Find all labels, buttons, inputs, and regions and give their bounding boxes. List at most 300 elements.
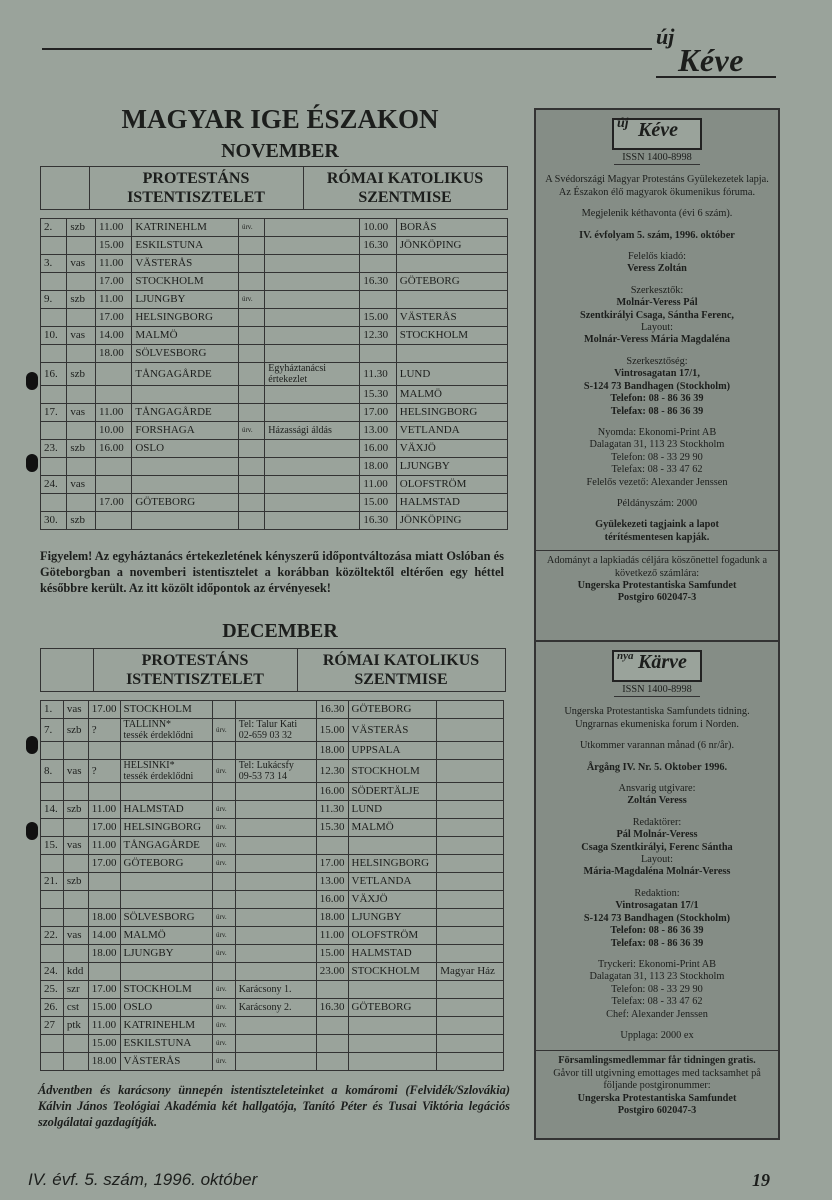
- schedule-cell: [437, 927, 504, 945]
- schedule-cell: SÖLVESBORG: [120, 909, 213, 927]
- schedule-cell: Házassági áldás: [265, 422, 360, 440]
- schedule-row: [41, 255, 508, 273]
- schedule-cell: [235, 783, 316, 801]
- schedule-cell: JÖNKÖPING: [396, 237, 507, 255]
- schedule-row: [41, 309, 508, 327]
- schedule-cell: [132, 386, 239, 404]
- schedule-cell: [265, 386, 360, 404]
- schedule-cell: 9.: [41, 291, 67, 309]
- schedule-cell: [41, 1053, 64, 1071]
- schedule-cell: úrv.: [213, 1017, 236, 1035]
- schedule-cell: 15.00: [88, 999, 120, 1017]
- schedule-cell: 16.00: [95, 440, 131, 458]
- schedule-cell: 24.: [41, 476, 67, 494]
- schedule-cell: VÄXJÖ: [396, 440, 507, 458]
- schedule-cell: [437, 873, 504, 891]
- imprint-line: Chef: Alexander Jenssen: [606, 1008, 708, 1020]
- schedule-cell: 15.00: [88, 1035, 120, 1053]
- sidebar-logo-karve: Kärve: [638, 651, 687, 673]
- imprint-line: Adományt a lapkiadás céljára köszönettel fogadunk a következő számlára:: [546, 555, 768, 579]
- schedule-cell: úrv.: [213, 999, 236, 1017]
- schedule-cell: [95, 458, 131, 476]
- schedule-cell: [120, 963, 213, 981]
- schedule-cell: 11.30: [360, 363, 396, 386]
- schedule-cell: [265, 494, 360, 512]
- schedule-cell: [238, 255, 264, 273]
- schedule-cell: 16.00: [316, 891, 348, 909]
- schedule-row: [41, 494, 508, 512]
- schedule-row: [41, 1035, 504, 1053]
- schedule-cell: [132, 512, 239, 530]
- binder-hole: [26, 736, 38, 754]
- schedule-cell: VÄSTERÅS: [348, 719, 437, 742]
- schedule-cell: 7.: [41, 719, 64, 742]
- schedule-cell: VÄXJÖ: [348, 891, 437, 909]
- november-note: Figyelem! Az egyháztanács értekezletének kényszerű időpontváltozása miatt Oslóban és Göteborgban a novemberi istentisztelet a korábban közöltektől eltérően egy héttel későbbre került. Az itt közölt időpontok az érvényesek!: [40, 549, 504, 595]
- schedule-cell: 16.30: [360, 273, 396, 291]
- schedule-cell: HALMSTAD: [120, 801, 213, 819]
- schedule-row: [41, 837, 504, 855]
- schedule-cell: [265, 458, 360, 476]
- imprint-line: Példányszám: 2000: [616, 497, 698, 509]
- schedule-cell: [238, 386, 264, 404]
- schedule-cell: [213, 891, 236, 909]
- imprint-line: Ungerska Protestantiska Samfundet: [577, 579, 737, 591]
- schedule-cell: [41, 422, 67, 440]
- schedule-cell: VÄSTERÅS: [396, 309, 507, 327]
- footer-issue: IV. évf. 5. szám, 1996. október: [28, 1170, 258, 1189]
- schedule-cell: [88, 742, 120, 760]
- schedule-cell: 18.00: [316, 742, 348, 760]
- schedule-cell: [67, 386, 96, 404]
- schedule-cell: [238, 309, 264, 327]
- schedule-cell: [88, 891, 120, 909]
- imprint-line: Megjelenik kéthavonta (évi 6 szám).: [581, 208, 733, 220]
- schedule-cell: [41, 909, 64, 927]
- imprint-line: Telefon: 08 - 86 36 39: [610, 393, 704, 405]
- imprint-line: Nyomda: Ekonomi-Print AB: [597, 426, 717, 438]
- schedule-cell: [41, 783, 64, 801]
- schedule-cell: HELSINGBORG: [120, 819, 213, 837]
- schedule-cell: 15.00: [316, 719, 348, 742]
- schedule-cell: 16.30: [360, 512, 396, 530]
- page-title: MAGYAR IGE ÉSZAKON: [121, 104, 439, 134]
- schedule-row: [41, 760, 504, 783]
- schedule-cell: ?: [88, 719, 120, 742]
- schedule-cell: [437, 801, 504, 819]
- schedule-row: [41, 458, 508, 476]
- schedule-cell: [265, 440, 360, 458]
- schedule-cell: 16.00: [360, 440, 396, 458]
- imprint-line: Vintrosagatan 17/1,: [614, 368, 700, 380]
- schedule-cell: [67, 273, 96, 291]
- schedule-cell: 17.00: [95, 309, 131, 327]
- schedule-cell: [238, 440, 264, 458]
- schedule-cell: 18.00: [88, 1053, 120, 1071]
- schedule-cell: [132, 476, 239, 494]
- schedule-cell: [238, 363, 264, 386]
- schedule-row: [41, 742, 504, 760]
- schedule-cell: úrv.: [213, 855, 236, 873]
- schedule-cell: 16.30: [360, 237, 396, 255]
- schedule-cell: 11.00: [95, 291, 131, 309]
- imprint-line: Szerkesztők:: [630, 284, 684, 296]
- schedule-cell: 24.: [41, 963, 64, 981]
- schedule-cell: OSLO: [132, 440, 239, 458]
- schedule-row: [41, 237, 508, 255]
- schedule-cell: 23.: [41, 440, 67, 458]
- schedule-cell: FORSHAGA: [132, 422, 239, 440]
- schedule-cell: [235, 819, 316, 837]
- schedule-cell: Magyar Ház: [437, 963, 504, 981]
- sidebar-logo-uj: új: [617, 116, 629, 131]
- schedule-cell: [265, 273, 360, 291]
- schedule-cell: 15.00: [360, 494, 396, 512]
- schedule-cell: HALMSTAD: [396, 494, 507, 512]
- schedule-cell: [437, 760, 504, 783]
- schedule-cell: [41, 742, 64, 760]
- schedule-cell: 3.: [41, 255, 67, 273]
- schedule-cell: [63, 783, 88, 801]
- schedule-cell: [63, 855, 88, 873]
- schedule-cell: 15.00: [316, 945, 348, 963]
- schedule-cell: 17.00: [88, 819, 120, 837]
- schedule-cell: [437, 819, 504, 837]
- schedule-cell: 8.: [41, 760, 64, 783]
- schedule-row: [41, 422, 508, 440]
- schedule-cell: LJUNGBY: [120, 945, 213, 963]
- imprint-line: Mária-Magdaléna Molnár-Veress: [583, 866, 731, 878]
- schedule-cell: [348, 981, 437, 999]
- schedule-cell: LUND: [396, 363, 507, 386]
- schedule-cell: úrv.: [213, 909, 236, 927]
- schedule-cell: [396, 291, 507, 309]
- schedule-cell: [132, 458, 239, 476]
- masthead-logo-uj: új: [656, 24, 675, 49]
- schedule-cell: KATRINEHLM: [120, 1017, 213, 1035]
- schedule-cell: [238, 494, 264, 512]
- schedule-cell: [120, 783, 213, 801]
- sidebar-logo: [612, 650, 702, 682]
- schedule-cell: [235, 701, 316, 719]
- schedule-cell: [238, 327, 264, 345]
- sidebar-logo: [612, 118, 702, 150]
- schedule-cell: 14.00: [88, 927, 120, 945]
- schedule-cell: 1.: [41, 701, 64, 719]
- schedule-cell: szb: [67, 440, 96, 458]
- schedule-cell: [235, 1053, 316, 1071]
- schedule-cell: [238, 273, 264, 291]
- schedule-cell: [235, 963, 316, 981]
- schedule-cell: [437, 1017, 504, 1035]
- schedule-cell: [41, 819, 64, 837]
- schedule-cell: 15.00: [95, 237, 131, 255]
- schedule-cell: OLOFSTRÖM: [348, 927, 437, 945]
- schedule-cell: [235, 873, 316, 891]
- schedule-cell: 15.00: [360, 309, 396, 327]
- schedule-cell: szr: [63, 981, 88, 999]
- imprint-line: Csaga Szentkirályi, Ferenc Sántha: [581, 841, 733, 853]
- december-prot-header: PROTESTÁNS ISTENTISZTELET: [126, 652, 264, 688]
- schedule-cell: [316, 1053, 348, 1071]
- schedule-cell: úrv.: [213, 1053, 236, 1071]
- imprint-line: Telefon: 08 - 33 29 90: [611, 451, 703, 463]
- schedule-cell: 23.00: [316, 963, 348, 981]
- schedule-cell: VETLANDA: [396, 422, 507, 440]
- schedule-cell: LJUNGBY: [396, 458, 507, 476]
- schedule-cell: vas: [67, 255, 96, 273]
- schedule-cell: [235, 1035, 316, 1053]
- binder-hole: [26, 822, 38, 840]
- schedule-cell: [120, 742, 213, 760]
- december-schedule-table: [40, 700, 504, 1071]
- schedule-cell: 18.00: [88, 909, 120, 927]
- schedule-cell: [437, 891, 504, 909]
- schedule-row: [41, 819, 504, 837]
- schedule-cell: [437, 837, 504, 855]
- schedule-cell: [95, 476, 131, 494]
- schedule-cell: LJUNGBY: [348, 909, 437, 927]
- schedule-cell: 17.00: [88, 701, 120, 719]
- schedule-cell: JÖNKÖPING: [396, 512, 507, 530]
- schedule-cell: szb: [63, 873, 88, 891]
- schedule-row: [41, 981, 504, 999]
- schedule-cell: [265, 404, 360, 422]
- schedule-cell: VÄSTERÅS: [120, 1053, 213, 1071]
- schedule-cell: [67, 309, 96, 327]
- november-heading: NOVEMBER: [221, 140, 339, 162]
- schedule-cell: [235, 801, 316, 819]
- schedule-cell: [265, 255, 360, 273]
- schedule-cell: 11.00: [95, 255, 131, 273]
- schedule-cell: [41, 237, 67, 255]
- imprint-line: Veress Zoltán: [627, 263, 687, 275]
- schedule-cell: szb: [63, 719, 88, 742]
- imprint-line: Telefon: 08 - 33 29 90: [611, 983, 703, 995]
- imprint-line: Telefax: 08 - 33 47 62: [611, 464, 703, 476]
- imprint-line: Telefax: 08 - 33 47 62: [611, 996, 703, 1008]
- schedule-cell: [63, 909, 88, 927]
- imprint-line: Vintrosagatan 17/1: [615, 900, 699, 912]
- schedule-cell: úrv.: [238, 422, 264, 440]
- sidebar-logo-nya: nya: [617, 650, 634, 662]
- schedule-cell: 11.00: [95, 219, 131, 237]
- december-note: Ádventben és karácsony ünnepén istentiszteleteinket a komáromi (Felvidék/Szlovákia) Kálvin János Teológiai Akadémia két hallgatója, Tanító Péter és Tusai Viktória legációs szolgálatai gazdagítják.: [38, 1083, 510, 1129]
- schedule-cell: 18.00: [360, 458, 396, 476]
- masthead-rule: [42, 48, 652, 50]
- schedule-cell: vas: [63, 760, 88, 783]
- schedule-cell: 16.30: [316, 701, 348, 719]
- schedule-cell: GÖTEBORG: [348, 999, 437, 1017]
- schedule-cell: 21.: [41, 873, 64, 891]
- schedule-cell: szb: [67, 219, 96, 237]
- schedule-cell: [235, 855, 316, 873]
- schedule-row: [41, 512, 508, 530]
- schedule-cell: [213, 701, 236, 719]
- schedule-cell: ESKILSTUNA: [132, 237, 239, 255]
- schedule-cell: vas: [63, 701, 88, 719]
- schedule-row: [41, 719, 504, 742]
- schedule-cell: 25.: [41, 981, 64, 999]
- imprint-line: S-124 73 Bandhagen (Stockholm): [583, 912, 731, 924]
- schedule-cell: [213, 783, 236, 801]
- imprint-line: Postgiro 602047-3: [617, 592, 697, 604]
- schedule-cell: 30.: [41, 512, 67, 530]
- schedule-cell: [238, 512, 264, 530]
- imprint-line: Dalagatan 31, 113 23 Stockholm: [589, 971, 725, 983]
- schedule-cell: [41, 891, 64, 909]
- schedule-cell: MALMÖ: [396, 386, 507, 404]
- schedule-cell: [265, 219, 360, 237]
- schedule-cell: STOCKHOLM: [132, 273, 239, 291]
- schedule-cell: [437, 909, 504, 927]
- schedule-cell: 18.00: [88, 945, 120, 963]
- schedule-row: [41, 291, 508, 309]
- schedule-cell: 17.00: [95, 273, 131, 291]
- schedule-cell: [235, 742, 316, 760]
- schedule-cell: vas: [67, 476, 96, 494]
- schedule-cell: [95, 386, 131, 404]
- schedule-cell: [235, 927, 316, 945]
- schedule-cell: [63, 1053, 88, 1071]
- schedule-cell: 17.00: [360, 404, 396, 422]
- schedule-cell: [41, 386, 67, 404]
- schedule-cell: 11.00: [88, 837, 120, 855]
- schedule-cell: [348, 1035, 437, 1053]
- schedule-cell: 22.: [41, 927, 64, 945]
- imprint-line: Utkommer varannan månad (6 nr/år).: [579, 740, 735, 752]
- sidebar-swedish-imprint: [534, 640, 780, 1140]
- schedule-cell: 2.: [41, 219, 67, 237]
- schedule-cell: [437, 719, 504, 742]
- schedule-cell: SÖDERTÄLJE: [348, 783, 437, 801]
- schedule-cell: [265, 237, 360, 255]
- schedule-cell: [120, 873, 213, 891]
- schedule-cell: TÅNGAGÅRDE: [120, 837, 213, 855]
- schedule-cell: [63, 819, 88, 837]
- schedule-row: [41, 345, 508, 363]
- schedule-cell: [316, 1017, 348, 1035]
- schedule-cell: [396, 345, 507, 363]
- schedule-row: [41, 927, 504, 945]
- issn: ISSN 1400-8998: [614, 684, 700, 697]
- imprint-line: Molnár-Veress Pál: [616, 297, 698, 309]
- imprint-line: Telefon: 08 - 86 36 39: [610, 925, 704, 937]
- schedule-row: [41, 945, 504, 963]
- schedule-cell: OLOFSTRÖM: [396, 476, 507, 494]
- schedule-cell: 17.00: [95, 494, 131, 512]
- schedule-cell: 18.00: [95, 345, 131, 363]
- imprint-line: Felelős vezető: Alexander Jenssen: [586, 476, 728, 488]
- schedule-cell: [265, 291, 360, 309]
- imprint-line: Ungrarnas ekumeniska forum i Norden.: [575, 718, 739, 730]
- schedule-cell: LJUNGBY: [132, 291, 239, 309]
- schedule-cell: [348, 1017, 437, 1035]
- schedule-cell: [41, 309, 67, 327]
- sidebar-hungarian-imprint: [534, 108, 780, 642]
- schedule-cell: [235, 945, 316, 963]
- schedule-cell: UPPSALA: [348, 742, 437, 760]
- schedule-row: [41, 363, 508, 386]
- schedule-cell: [360, 291, 396, 309]
- schedule-cell: STOCKHOLM: [348, 760, 437, 783]
- imprint-line: Gåvor till utgivning emottages med tacksamhet på följande postgironummer:: [553, 1067, 761, 1092]
- imprint-line: Ungerska Protestantiska Samfundets tidning.: [564, 706, 750, 718]
- imprint-line: Szentkirályi Csaga, Sántha Ferenc,: [580, 309, 734, 321]
- schedule-cell: 15.30: [316, 819, 348, 837]
- schedule-row: [41, 386, 508, 404]
- schedule-cell: úrv.: [213, 927, 236, 945]
- schedule-cell: GÖTEBORG: [120, 855, 213, 873]
- schedule-cell: [238, 237, 264, 255]
- imprint-line: S-124 73 Bandhagen (Stockholm): [583, 380, 731, 392]
- schedule-cell: [95, 363, 131, 386]
- imprint-line: Pál Molnár-Veress: [616, 829, 698, 841]
- schedule-cell: HELSINKI* tessék érdeklődni: [120, 760, 213, 783]
- schedule-cell: [437, 1053, 504, 1071]
- schedule-cell: 10.: [41, 327, 67, 345]
- imprint-line: Årgång IV. Nr. 5. Oktober 1996.: [586, 761, 728, 773]
- sidebar-logo-keve: Kéve: [638, 119, 678, 141]
- masthead-logo-keve: Kéve: [678, 42, 744, 78]
- schedule-row: [41, 891, 504, 909]
- schedule-cell: [437, 742, 504, 760]
- schedule-cell: szb: [67, 291, 96, 309]
- schedule-cell: [63, 891, 88, 909]
- schedule-cell: [41, 494, 67, 512]
- schedule-cell: [396, 255, 507, 273]
- issn: ISSN 1400-8998: [614, 152, 700, 165]
- november-schedule-table: [40, 218, 508, 530]
- schedule-cell: [41, 855, 64, 873]
- imprint-line: Layout:: [640, 854, 674, 866]
- schedule-cell: 14.: [41, 801, 64, 819]
- schedule-cell: 11.00: [360, 476, 396, 494]
- schedule-cell: vas: [67, 327, 96, 345]
- schedule-cell: [63, 1035, 88, 1053]
- schedule-cell: [120, 891, 213, 909]
- schedule-row: [41, 963, 504, 981]
- schedule-cell: úrv.: [213, 719, 236, 742]
- schedule-cell: [41, 945, 64, 963]
- schedule-cell: 15.: [41, 837, 64, 855]
- schedule-row: [41, 219, 508, 237]
- schedule-cell: [95, 512, 131, 530]
- schedule-cell: 26.: [41, 999, 64, 1017]
- schedule-row: [41, 1053, 504, 1071]
- schedule-cell: [265, 476, 360, 494]
- imprint-line: Redaktörer:: [632, 816, 682, 828]
- schedule-cell: [265, 345, 360, 363]
- schedule-cell: [348, 1053, 437, 1071]
- schedule-cell: 13.00: [360, 422, 396, 440]
- schedule-cell: kdd: [63, 963, 88, 981]
- schedule-cell: 11.00: [95, 404, 131, 422]
- schedule-cell: [437, 999, 504, 1017]
- schedule-cell: Tel: Talur Kati 02-659 03 32: [235, 719, 316, 742]
- schedule-row: [41, 273, 508, 291]
- imprint-line: Szerkesztőség:: [626, 355, 688, 367]
- december-kat-header: RÓMAI KATOLIKUS SZENTMISE: [322, 652, 480, 688]
- schedule-cell: [235, 837, 316, 855]
- schedule-cell: HELSINGBORG: [348, 855, 437, 873]
- schedule-cell: 10.00: [360, 219, 396, 237]
- schedule-cell: 13.00: [316, 873, 348, 891]
- page-number: 19: [752, 1170, 770, 1190]
- schedule-cell: úrv.: [213, 981, 236, 999]
- schedule-cell: [265, 327, 360, 345]
- schedule-row: [41, 440, 508, 458]
